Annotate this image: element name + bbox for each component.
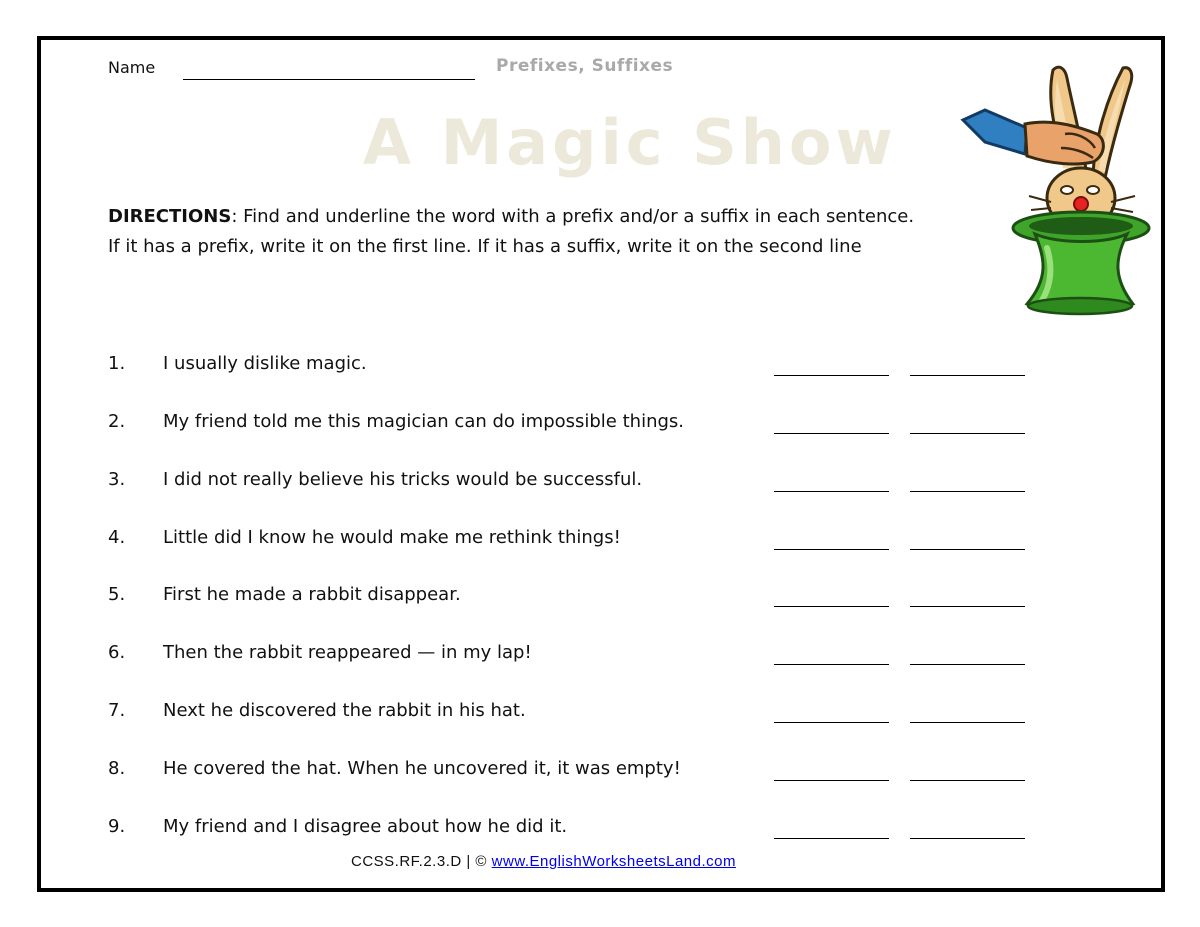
prefix-answer-line[interactable]: [774, 491, 889, 492]
prefix-answer-line[interactable]: [774, 606, 889, 607]
suffix-answer-line[interactable]: [910, 433, 1025, 434]
question-row: [0, 411, 1200, 441]
worksheet-title: A Magic Show: [363, 106, 897, 179]
prefix-answer-line[interactable]: [774, 838, 889, 839]
question-row: [0, 700, 1200, 730]
question-number: 9.: [108, 816, 126, 837]
question-row: [0, 353, 1200, 383]
suffix-answer-line[interactable]: [910, 375, 1025, 376]
question-text: He covered the hat. When he uncovered it, it was empty!: [163, 758, 681, 779]
question-number: 2.: [108, 411, 126, 432]
question-text: First he made a rabbit disappear.: [163, 584, 461, 605]
question-number: 3.: [108, 469, 126, 490]
prefix-answer-line[interactable]: [774, 722, 889, 723]
prefix-answer-line[interactable]: [774, 433, 889, 434]
prefix-answer-line[interactable]: [774, 664, 889, 665]
prefix-answer-line[interactable]: [774, 780, 889, 781]
prefix-answer-line[interactable]: [774, 549, 889, 550]
worksheet-subtitle: Prefixes, Suffixes: [496, 56, 674, 76]
question-number: 7.: [108, 700, 126, 721]
question-number: 4.: [108, 527, 126, 548]
directions-text: : Find and underline the word with a prefix and/or a suffix in each sentence. If it has a prefix, write it on the first line. If it has a suffix, write it on the second line: [108, 206, 915, 257]
question-row: [0, 816, 1200, 846]
question-number: 1.: [108, 353, 126, 374]
question-number: 6.: [108, 642, 126, 663]
footer-standard: CCSS.RF.2.3.D | ©: [351, 853, 492, 870]
question-row: [0, 642, 1200, 672]
suffix-answer-line[interactable]: [910, 549, 1025, 550]
question-row: [0, 469, 1200, 499]
question-text: Little did I know he would make me rethink things!: [163, 527, 621, 548]
suffix-answer-line[interactable]: [910, 491, 1025, 492]
suffix-answer-line[interactable]: [910, 664, 1025, 665]
question-text: Next he discovered the rabbit in his hat.: [163, 700, 526, 721]
suffix-answer-line[interactable]: [910, 722, 1025, 723]
directions: [108, 202, 928, 262]
footer: [351, 853, 736, 870]
suffix-answer-line[interactable]: [910, 838, 1025, 839]
question-text: I usually dislike magic.: [163, 353, 367, 374]
footer-website-link[interactable]: www.EnglishWorksheetsLand.com: [491, 853, 736, 870]
suffix-answer-line[interactable]: [910, 780, 1025, 781]
question-text: I did not really believe his tricks would be successful.: [163, 469, 643, 490]
suffix-answer-line[interactable]: [910, 606, 1025, 607]
prefix-answer-line[interactable]: [774, 375, 889, 376]
question-text: Then the rabbit reappeared — in my lap!: [163, 642, 532, 663]
question-number: 8.: [108, 758, 126, 779]
rabbit-in-magic-hat-icon: [955, 58, 1155, 318]
question-text: My friend told me this magician can do impossible things.: [163, 411, 685, 432]
question-row: [0, 758, 1200, 788]
name-label: Name: [108, 58, 156, 77]
question-row: [0, 584, 1200, 614]
name-line[interactable]: [183, 79, 475, 80]
question-text: My friend and I disagree about how he did it.: [163, 816, 568, 837]
question-row: [0, 527, 1200, 557]
directions-label: DIRECTIONS: [108, 206, 232, 227]
question-number: 5.: [108, 584, 126, 605]
